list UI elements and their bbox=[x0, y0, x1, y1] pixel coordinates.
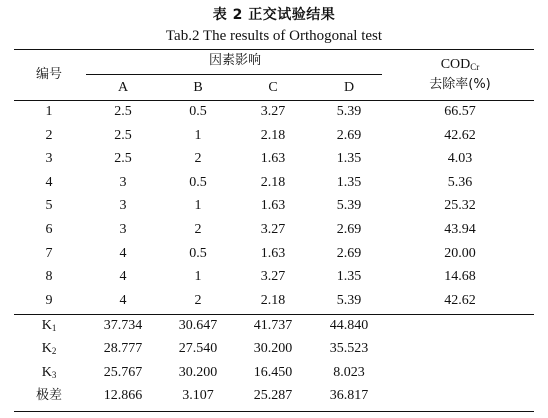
summary-cell-b: 30.200 bbox=[178, 364, 218, 380]
cell-b: 0.5 bbox=[189, 245, 207, 261]
header-bottom-rule bbox=[14, 100, 534, 101]
summary-cell-c: 16.450 bbox=[253, 364, 293, 380]
header-factor-influence: 因素影响 bbox=[208, 53, 261, 68]
cell-c: 3.27 bbox=[260, 269, 286, 285]
summary-top-rule bbox=[14, 314, 534, 315]
cell-cod: 42.62 bbox=[444, 292, 476, 308]
cell-d: 1.35 bbox=[336, 151, 362, 167]
summary-label-text: K bbox=[41, 364, 52, 380]
header-cod-subscript: Cr bbox=[470, 62, 480, 72]
cell-cod: 25.32 bbox=[444, 198, 476, 214]
cell-no: 7 bbox=[45, 245, 53, 261]
cell-d: 5.39 bbox=[336, 104, 362, 119]
cell-a: 3 bbox=[119, 198, 127, 214]
summary-cell-c: 41.737 bbox=[253, 318, 293, 333]
cell-no: 6 bbox=[45, 222, 53, 237]
cell-cod: 43.94 bbox=[444, 222, 476, 237]
cell-cod: 42.62 bbox=[444, 127, 476, 143]
cell-d: 1.35 bbox=[336, 174, 362, 190]
cell-b: 0.5 bbox=[189, 174, 207, 190]
cell-no: 4 bbox=[45, 174, 53, 190]
summary-label bbox=[14, 364, 84, 382]
cell-cod: 5.36 bbox=[447, 174, 473, 190]
header-cod-removal-rate: 去除率(%) bbox=[429, 77, 491, 92]
cell-c: 3.27 bbox=[260, 104, 286, 119]
cell-cod: 66.57 bbox=[444, 104, 476, 119]
summary-cell-a: 28.777 bbox=[103, 341, 143, 357]
cell-d: 1.35 bbox=[336, 269, 362, 285]
header-factor-a: A bbox=[117, 80, 129, 95]
summary-cell-d: 36.817 bbox=[329, 388, 369, 404]
cell-cod: 14.68 bbox=[444, 269, 476, 285]
summary-cell-a: 12.866 bbox=[103, 388, 143, 404]
cell-d: 2.69 bbox=[336, 127, 362, 143]
summary-label bbox=[14, 317, 84, 335]
cell-no: 9 bbox=[45, 292, 53, 308]
cell-d: 5.39 bbox=[336, 292, 362, 308]
summary-cell-d: 44.840 bbox=[329, 318, 369, 333]
table-title-chinese: 表 2 正交试验结果 bbox=[212, 7, 336, 23]
cell-b: 2 bbox=[194, 292, 202, 308]
cell-a: 2.5 bbox=[114, 104, 132, 119]
header-factor-d: D bbox=[343, 80, 355, 95]
summary-cell-c: 25.287 bbox=[253, 388, 293, 404]
cell-c: 1.63 bbox=[260, 198, 286, 214]
summary-label bbox=[14, 340, 84, 358]
header-cod bbox=[386, 56, 534, 74]
header-factor-b: B bbox=[193, 80, 203, 95]
cell-b: 0.5 bbox=[189, 104, 207, 119]
summary-cell-b: 30.647 bbox=[178, 318, 218, 333]
cell-no: 3 bbox=[45, 151, 53, 167]
cell-no: 1 bbox=[45, 104, 53, 119]
summary-label-text: 极差 bbox=[35, 388, 62, 404]
cell-a: 3 bbox=[119, 174, 127, 190]
cell-c: 3.27 bbox=[260, 222, 286, 237]
summary-label-subscript: 3 bbox=[51, 369, 57, 380]
table-bottom-rule bbox=[14, 411, 534, 412]
cell-d: 2.69 bbox=[336, 245, 362, 261]
cell-no: 2 bbox=[45, 127, 53, 143]
cell-a: 4 bbox=[119, 292, 127, 308]
summary-cell-d: 8.023 bbox=[333, 364, 365, 380]
summary-label-text: K bbox=[41, 318, 52, 333]
table-top-rule bbox=[14, 49, 534, 50]
cell-cod: 20.00 bbox=[444, 245, 476, 261]
summary-label-subscript: 2 bbox=[51, 346, 57, 357]
cell-c: 2.18 bbox=[260, 127, 286, 143]
header-factor-rule bbox=[86, 74, 382, 75]
header-number: 编号 bbox=[35, 67, 62, 82]
summary-cell-d: 35.523 bbox=[329, 341, 369, 357]
summary-label-subscript: 1 bbox=[51, 323, 57, 333]
summary-cell-a: 37.734 bbox=[103, 318, 143, 333]
cell-d: 2.69 bbox=[336, 222, 362, 237]
header-factor-c: C bbox=[268, 80, 278, 95]
header-cod-label: COD bbox=[440, 57, 471, 72]
summary-cell-a: 25.767 bbox=[103, 364, 143, 380]
cell-a: 2.5 bbox=[114, 127, 132, 143]
cell-c: 1.63 bbox=[260, 151, 286, 167]
cell-c: 1.63 bbox=[260, 245, 286, 261]
cell-d: 5.39 bbox=[336, 198, 362, 214]
cell-b: 1 bbox=[194, 198, 202, 214]
summary-label bbox=[14, 387, 84, 405]
cell-a: 2.5 bbox=[114, 151, 132, 167]
cell-b: 2 bbox=[194, 151, 202, 167]
cell-a: 4 bbox=[119, 245, 127, 261]
cell-no: 5 bbox=[45, 198, 53, 214]
cell-a: 3 bbox=[119, 222, 127, 237]
cell-b: 2 bbox=[194, 222, 202, 237]
cell-b: 1 bbox=[194, 269, 202, 285]
summary-label-text: K bbox=[41, 341, 52, 357]
summary-cell-b: 27.540 bbox=[178, 341, 218, 357]
summary-cell-c: 30.200 bbox=[253, 341, 293, 357]
cell-c: 2.18 bbox=[260, 292, 286, 308]
cell-c: 2.18 bbox=[260, 174, 286, 190]
cell-b: 1 bbox=[194, 127, 202, 143]
cell-a: 4 bbox=[119, 269, 127, 285]
cell-cod: 4.03 bbox=[447, 151, 473, 167]
summary-cell-b: 3.107 bbox=[182, 388, 214, 404]
table-title-english: Tab.2 The results of Orthogonal test bbox=[165, 28, 383, 44]
cell-no: 8 bbox=[45, 269, 53, 285]
